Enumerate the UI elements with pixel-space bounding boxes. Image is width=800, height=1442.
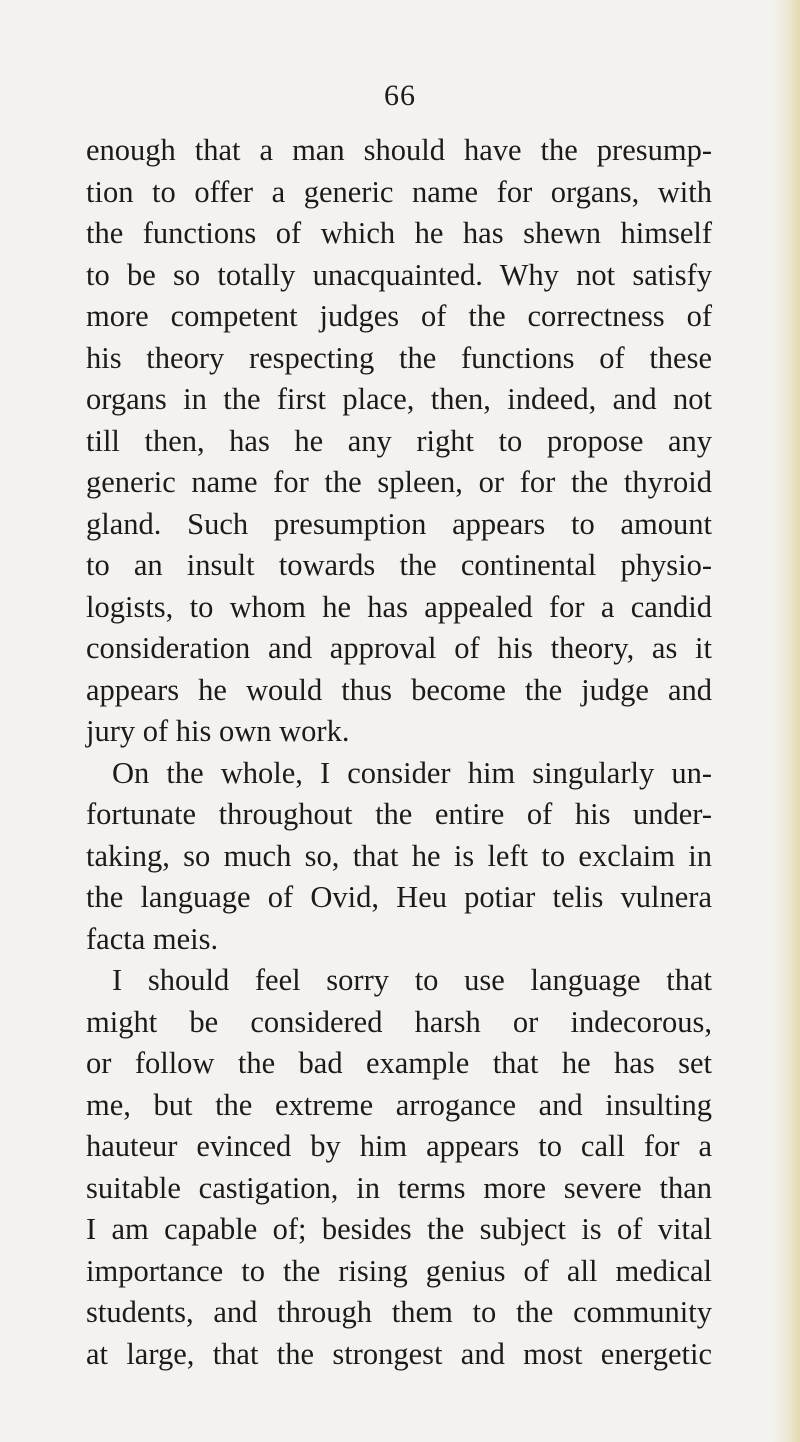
page-number: 66 [384,79,416,112]
text-line: organs in the first place, then, indeed, and not [86,382,712,416]
text-line: suitable castigation, in terms more severe than [86,1170,712,1205]
text-line: the language of Ovid, Heu potiar telis vulnera [86,880,712,914]
text-line: appears he would thus become the judge and [86,672,712,707]
text-line: students, and through them to the community [86,1295,712,1329]
text-line: enough that a man should have the presump- [86,133,712,167]
text-line: logists, to whom he has appealed for a candid [86,589,712,624]
text-line: gland. Such presumption appears to amount [86,506,712,541]
paragraph-start-line: On the whole, I consider him singularly un- [112,755,712,790]
text-line: the functions of which he has shewn himself [86,216,712,250]
text-line: might be considered harsh or indecorous, [86,1004,712,1039]
body-text [86,130,712,1375]
text-line: tion to offer a generic name for organs, with [86,174,712,209]
text-line: consideration and approval of his theory, as it [86,631,712,665]
text-line: me, but the extreme arrogance and insulting [86,1087,712,1122]
text-line: importance to the rising genius of all medical [86,1253,712,1288]
text-line: to an insult towards the continental physio- [86,548,712,582]
text-line: fortunate throughout the entire of his under- [86,797,712,831]
text-line: I am capable of; besides the subject is of vital [86,1212,712,1246]
paragraph-start-line: I should feel sorry to use language that [112,963,712,997]
page-edge-shading [772,0,800,1442]
text-line: generic name for the spleen, or for the thyroid [86,465,712,499]
text-line: to be so totally unacquainted. Why not satisfy [86,257,712,292]
paragraph-end-line: facta meis. [86,921,219,956]
text-line: at large, that the strongest and most energetic [86,1336,712,1371]
text-line: taking, so much so, that he is left to exclaim in [86,838,712,873]
text-line: hauteur evinced by him appears to call for a [86,1129,712,1163]
paragraph-end-line: jury of his own work. [86,714,350,748]
text-line: till then, has he any right to propose any [86,423,712,458]
text-line: more competent judges of the correctness of [86,299,712,333]
text-line: his theory respecting the functions of these [86,340,712,375]
text-line: or follow the bad example that he has set [86,1046,712,1080]
